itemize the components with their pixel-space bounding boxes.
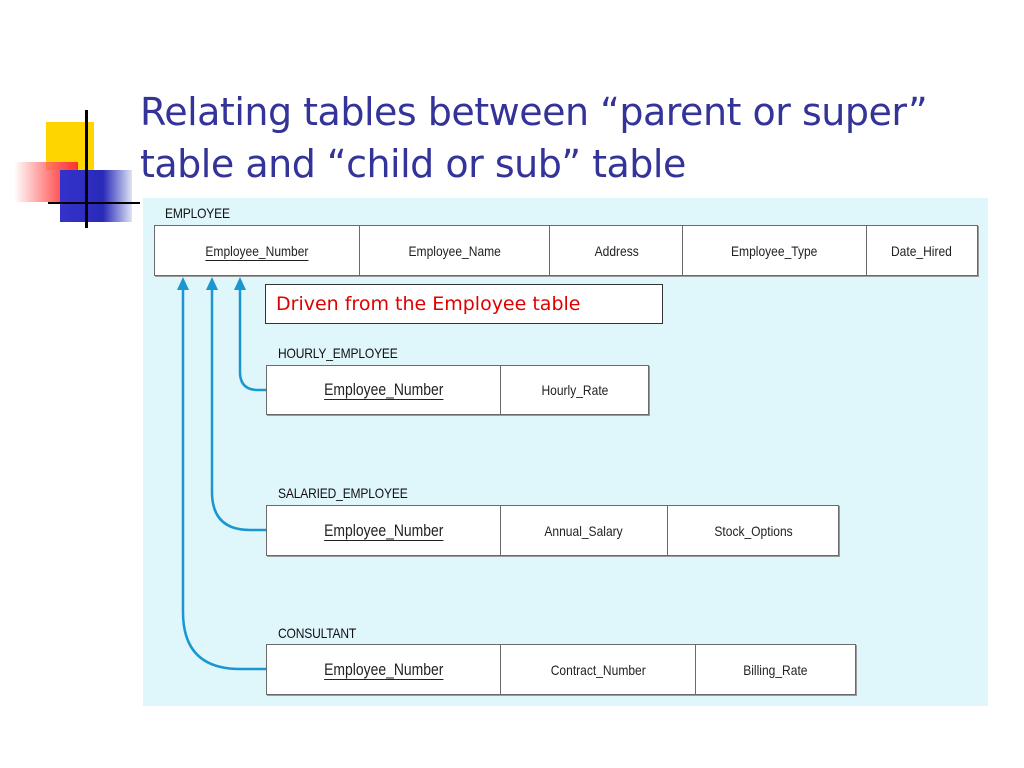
employee-col-employee-number: Employee_Number [155, 226, 360, 275]
arrow-hourly-to-employee [240, 285, 266, 390]
note-box: Driven from the Employee table [265, 284, 663, 324]
arrow-head-consultant [177, 277, 189, 290]
consultant-col-billing-rate: Billing_Rate [743, 661, 808, 678]
arrow-head-hourly [234, 277, 246, 290]
slide-title-line-1: Relating tables between “parent or super” [140, 90, 928, 134]
consultant-col-contract-number: Contract_Number [501, 645, 697, 694]
salaried-col-employee-number: Employee_Number [267, 506, 501, 555]
consultant-col-employee-number: Employee_Number [267, 645, 501, 694]
hourly-table-label: HOURLY_EMPLOYEE [278, 345, 398, 361]
employee-col-employee-name: Employee_Name [360, 226, 550, 275]
arrow-consultant-to-employee [183, 285, 266, 669]
hourly-col-hourly-rate: Hourly_Rate [541, 382, 608, 398]
arrow-head-salaried [206, 277, 218, 290]
employee-table-label: EMPLOYEE [165, 205, 230, 221]
employee-col-employee-type: Employee_Type [683, 226, 866, 275]
employee-col-date-hired: Date_Hired [891, 242, 953, 259]
employee-col-address: Address [550, 226, 683, 275]
hourly-col-employee-number: Employee_Number [267, 366, 501, 414]
salaried-col-annual-salary: Annual_Salary [501, 506, 669, 555]
consultant-table-label: CONSULTANT [278, 625, 357, 641]
salaried-table-label: SALARIED_EMPLOYEE [278, 485, 408, 501]
slide-title-line-2: table and “child or sub” table [140, 142, 686, 186]
salaried-col-stock-options: Stock_Options [713, 522, 793, 539]
